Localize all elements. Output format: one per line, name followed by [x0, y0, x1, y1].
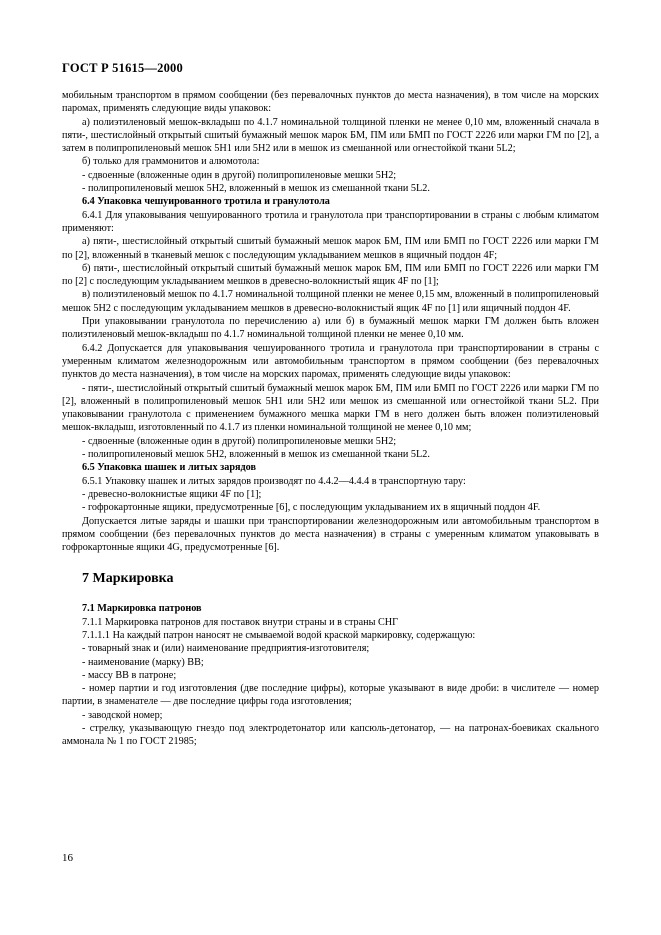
page-number: 16 [62, 852, 73, 864]
paragraph: - полипропиленовый мешок 5Н2, вложенный в мешок из смешанной ткани 5L2. [82, 449, 430, 461]
paragraph: - сдвоенные (вложенные один в другой) полипропиленовые мешки 5Н2; [82, 435, 397, 447]
paragraph: мобильным транспортом в прямом сообщении (без перевалочных пунктов до места назначения), в том числе на морских паромах, применять следующие виды упаковок: [62, 90, 599, 115]
paragraph: б) только для граммонитов и алюмотола: [82, 156, 260, 168]
paragraph: 7.1.1 Маркировка патронов для поставок внутри страны и в страны СНГ [82, 616, 399, 628]
paragraph: а) полиэтиленовый мешок-вкладыш по 4.1.7 номинальной толщиной пленки не менее 0,10 мм, вложенный сначала в пяти-, шестислойный открытый сшитый бумажный мешок марок БМ, ПМ или БМП по ГОСТ 2226 или марки ГМ по [2], а затем в полипропиленовый мешок 5Н1 или 5Н2 или в мешок из смешанной или огнестойкой ткани 5L2; [62, 116, 599, 155]
document-body [62, 89, 599, 749]
paragraph: - пяти-, шестислойный открытый сшитый бумажный мешок марок БМ, ПМ или БМП по ГОСТ 2226 или марки ГМ по [2], вложенный в полипропиленовый мешок 5Н1 или 5Н2 или мешок из смешанной или огнестойкой ткани 5L2. При упаковывании гранулотола с применением бумажного мешка марки ГМ в него должен быть вложен полиэтиленовый мешок-вкладыш, изготовленный по 4.1.7 из пленки номинальной толщиной не менее 0,10 мм; [62, 382, 599, 434]
paragraph: - стрелку, указывающую гнездо под электродетонатор или капсюль-детонатор, — на патронах-боевиках скального аммонала № 1 по ГОСТ 21985; [62, 723, 599, 748]
paragraph: б) пяти-, шестислойный открытый сшитый бумажный мешок марок БМ, ПМ или БМП по ГОСТ 2226 или марки ГМ по [2] с последующим укладыванием мешков в древесно-волокнистый ящик 4F по [1]; [62, 262, 599, 288]
paragraph: 6.4.1 Для упаковывания чешуированного тротила и гранулотола при транспортировании в страны с любым климатом применяют: [62, 209, 599, 234]
paragraph: 6.5.1 Упаковку шашек и литых зарядов производят по 4.4.2—4.4.4 в транспортную тару: [82, 475, 466, 487]
paragraph: в) полиэтиленовый мешок по 4.1.7 номинальной толщиной пленки не менее 0,15 мм, вложенный в полипропиленовый мешок 5Н2 с последующим укладыванием мешков в древесно-волокнистый ящик 4F по [1] или ящичный поддон 4F. [62, 289, 599, 314]
paragraph: Допускается литые заряды и шашки при транспортировании железнодорожным или автомобильным транспортом в прямом сообщении (без перевалочных пунктов до места назначения) в страны с умеренным климатом упаковывать в гофрокартонные ящики 4G, предусмотренные [6]. [62, 515, 599, 554]
subsection-heading: 6.5 Упаковка шашек и литых зарядов [82, 462, 257, 474]
subsection-heading: 6.4 Упаковка чешуированного тротила и гранулотола [82, 196, 330, 208]
paragraph: - товарный знак и (или) наименование предприятия-изготовителя; [82, 643, 370, 655]
paragraph: - массу ВВ в патроне; [82, 669, 177, 681]
paragraph: - гофрокартонные ящики, предусмотренные [6], с последующим укладыванием их в ящичный поддон 4F. [82, 502, 541, 514]
paragraph: - древесно-волокнистые ящики 4F по [1]; [82, 488, 262, 500]
paragraph: 6.4.2 Допускается для упаковывания чешуированного тротила и гранулотола при транспортировании в страны с умеренным климатом железнодорожным или автомобильным транспортом в прямом сообщении (без перевалочных пунктов до места назначения), в том числе на морских паромах, применять следующие виды упаковок: [62, 342, 599, 381]
paragraph: - наименование (марку) ВВ; [82, 656, 204, 668]
paragraph: 7.1.1.1 На каждый патрон наносят не смываемой водой краской маркировку, содержащую: [82, 629, 476, 641]
paragraph: - полипропиленовый мешок 5Н2, вложенный в мешок из смешанной ткани 5L2. [82, 183, 430, 195]
document-header: ГОСТ Р 51615—2000 [62, 61, 183, 75]
section-heading: 7 Маркировка [82, 571, 174, 587]
paragraph: - сдвоенные (вложенные один в другой) полипропиленовые мешки 5Н2; [82, 169, 397, 181]
paragraph: - заводской номер; [82, 709, 163, 721]
paragraph: а) пяти-, шестислойный открытый сшитый бумажный мешок марок БМ, ПМ или БМП по ГОСТ 2226 или марки ГМ по [2], вложенный в тканевый мешок с последующим укладыванием мешков в ящичный поддон 4F; [62, 236, 599, 261]
paragraph: - номер партии и год изготовления (две последние цифры), которые указывают в виде дроби: в числителе — номер партии, в знаменателе — две последние цифры года изготовления; [62, 683, 599, 708]
subsection-heading: 7.1 Маркировка патронов [82, 603, 202, 615]
paragraph: При упаковывании гранулотола по перечислению а) или б) в бумажный мешок марки ГМ должен быть вложен полиэтиленовый мешок-вкладыш по 4.1.7 номинальной толщиной пленки не менее 0,10 мм. [62, 316, 599, 341]
